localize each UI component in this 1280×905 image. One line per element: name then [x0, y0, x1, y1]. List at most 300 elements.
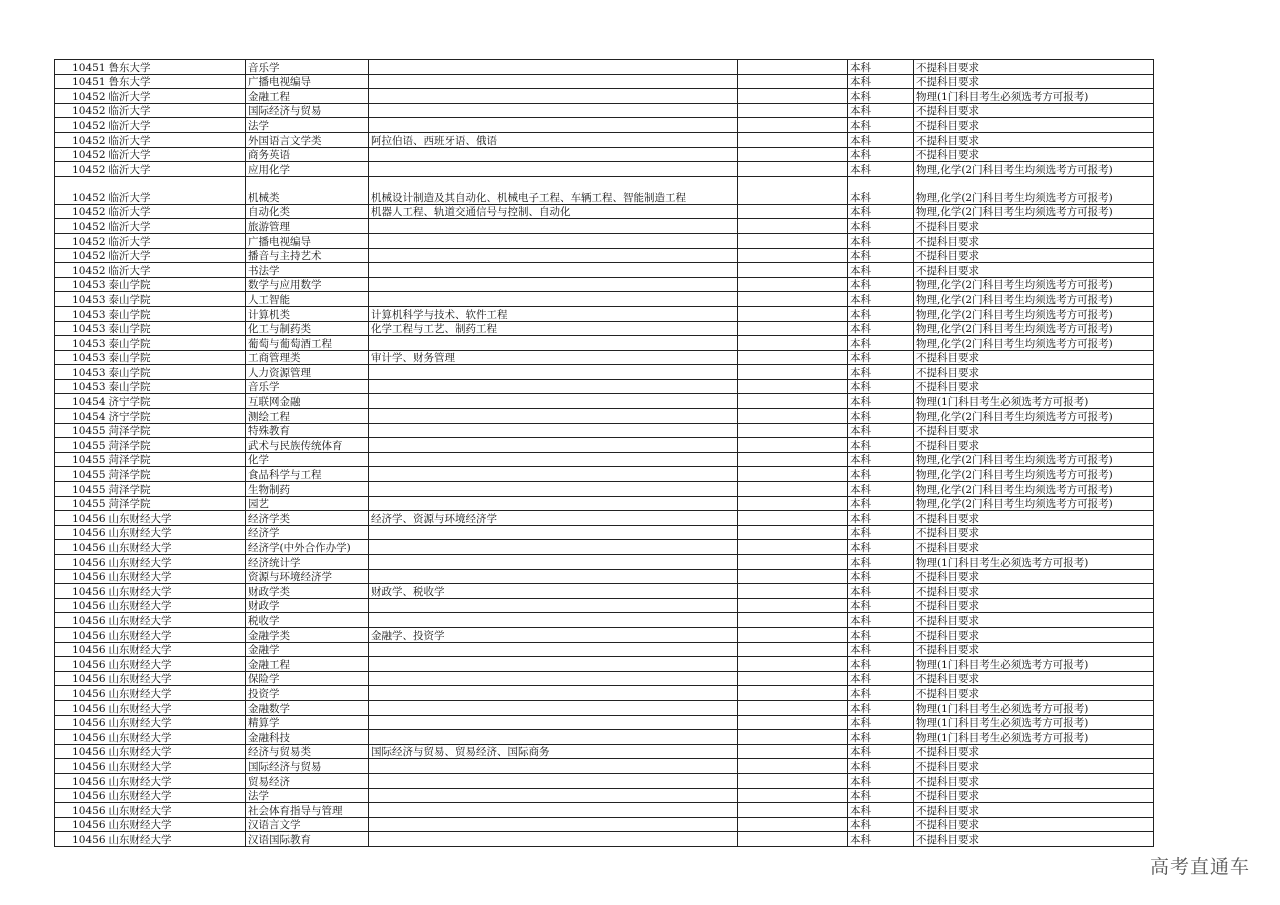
school-name-cell: 菏泽学院	[108, 496, 246, 511]
subject-requirement-cell: 不提科目要求	[914, 147, 1154, 162]
level-cell: 本科	[848, 773, 914, 788]
empty-cell	[738, 103, 848, 118]
table-row	[55, 657, 1154, 672]
included-majors-cell	[369, 773, 738, 788]
subject-requirement-cell: 不提科目要求	[914, 118, 1154, 133]
table-row	[55, 482, 1154, 497]
table-row	[55, 321, 1154, 336]
level-cell: 本科	[848, 598, 914, 613]
included-majors-cell	[369, 147, 738, 162]
included-majors-cell	[369, 103, 738, 118]
subject-requirement-cell: 不提科目要求	[914, 598, 1154, 613]
included-majors-cell	[369, 803, 738, 818]
watermark-text: 高考直通车	[1149, 856, 1250, 878]
level-cell: 本科	[848, 744, 914, 759]
school-name-cell: 泰山学院	[108, 365, 246, 380]
major-name-cell: 金融学类	[246, 627, 369, 642]
table-row	[55, 803, 1154, 818]
empty-cell	[738, 657, 848, 672]
included-majors-cell	[369, 613, 738, 628]
empty-cell	[738, 379, 848, 394]
major-name-cell: 特殊教育	[246, 423, 369, 438]
included-majors-cell: 审计学、财务管理	[369, 350, 738, 365]
table-row	[55, 60, 1154, 75]
school-code-cell: 10452	[55, 233, 108, 248]
school-name-cell: 山东财经大学	[108, 642, 246, 657]
empty-cell	[738, 89, 848, 104]
empty-cell	[738, 569, 848, 584]
school-code-cell: 10452	[55, 132, 108, 147]
empty-cell	[738, 409, 848, 424]
table-row	[55, 686, 1154, 701]
school-code-cell: 10452	[55, 263, 108, 278]
level-cell: 本科	[848, 482, 914, 497]
included-majors-cell	[369, 525, 738, 540]
major-name-cell: 法学	[246, 788, 369, 803]
level-cell: 本科	[848, 394, 914, 409]
empty-cell	[738, 452, 848, 467]
included-majors-cell	[369, 715, 738, 730]
subject-requirement-cell: 物理,化学(2门科目考生均须选考方可报考)	[914, 292, 1154, 307]
school-name-cell: 临沂大学	[108, 263, 246, 278]
school-code-cell: 10453	[55, 365, 108, 380]
table-row	[55, 788, 1154, 803]
table-row	[55, 700, 1154, 715]
major-name-cell: 园艺	[246, 496, 369, 511]
school-name-cell: 山东财经大学	[108, 730, 246, 745]
school-code-cell: 10456	[55, 613, 108, 628]
school-code-cell: 10455	[55, 438, 108, 453]
empty-cell	[738, 118, 848, 133]
level-cell: 本科	[848, 671, 914, 686]
major-name-cell: 应用化学	[246, 162, 369, 177]
subject-requirement-cell: 不提科目要求	[914, 744, 1154, 759]
school-code-cell: 10456	[55, 744, 108, 759]
table-row	[55, 467, 1154, 482]
major-name-cell: 播音与主持艺术	[246, 248, 369, 263]
included-majors-cell	[369, 60, 738, 75]
level-cell: 本科	[848, 379, 914, 394]
school-code-cell: 10452	[55, 147, 108, 162]
level-cell: 本科	[848, 176, 914, 204]
table-row	[55, 379, 1154, 394]
major-name-cell: 音乐学	[246, 60, 369, 75]
empty-cell	[738, 162, 848, 177]
table-row	[55, 438, 1154, 453]
included-majors-cell: 国际经济与贸易、贸易经济、国际商务	[369, 744, 738, 759]
subject-requirement-cell: 物理(1门科目考生必须选考方可报考)	[914, 700, 1154, 715]
school-code-cell: 10456	[55, 759, 108, 774]
school-code-cell: 10456	[55, 700, 108, 715]
table-row	[55, 715, 1154, 730]
school-name-cell: 临沂大学	[108, 204, 246, 219]
included-majors-cell	[369, 292, 738, 307]
major-name-cell: 财政学	[246, 598, 369, 613]
subject-requirement-cell: 物理(1门科目考生必须选考方可报考)	[914, 730, 1154, 745]
school-name-cell: 菏泽学院	[108, 423, 246, 438]
empty-cell	[738, 306, 848, 321]
subject-requirement-cell: 物理,化学(2门科目考生均须选考方可报考)	[914, 162, 1154, 177]
included-majors-cell	[369, 555, 738, 570]
school-code-cell: 10455	[55, 496, 108, 511]
included-majors-cell: 阿拉伯语、西班牙语、俄语	[369, 132, 738, 147]
major-name-cell: 人工智能	[246, 292, 369, 307]
included-majors-cell	[369, 817, 738, 832]
included-majors-cell	[369, 700, 738, 715]
school-code-cell: 10456	[55, 715, 108, 730]
empty-cell	[738, 555, 848, 570]
level-cell: 本科	[848, 409, 914, 424]
major-name-cell: 广播电视编导	[246, 233, 369, 248]
subject-requirements-table	[54, 59, 1154, 847]
empty-cell	[738, 832, 848, 847]
table-row	[55, 103, 1154, 118]
major-name-cell: 资源与环境经济学	[246, 569, 369, 584]
empty-cell	[738, 292, 848, 307]
subject-requirement-cell: 不提科目要求	[914, 525, 1154, 540]
level-cell: 本科	[848, 555, 914, 570]
school-name-cell: 泰山学院	[108, 292, 246, 307]
major-name-cell: 书法学	[246, 263, 369, 278]
school-code-cell: 10456	[55, 803, 108, 818]
subject-requirement-cell: 物理(1门科目考生必须选考方可报考)	[914, 89, 1154, 104]
school-code-cell: 10453	[55, 292, 108, 307]
table-row	[55, 365, 1154, 380]
table-row	[55, 496, 1154, 511]
major-name-cell: 互联网金融	[246, 394, 369, 409]
school-code-cell: 10456	[55, 817, 108, 832]
table-row	[55, 584, 1154, 599]
subject-requirement-cell: 不提科目要求	[914, 74, 1154, 89]
table-row	[55, 350, 1154, 365]
included-majors-cell	[369, 540, 738, 555]
empty-cell	[738, 248, 848, 263]
level-cell: 本科	[848, 306, 914, 321]
school-code-cell: 10456	[55, 671, 108, 686]
table-row	[55, 219, 1154, 234]
major-name-cell: 精算学	[246, 715, 369, 730]
level-cell: 本科	[848, 642, 914, 657]
subject-requirement-cell: 不提科目要求	[914, 438, 1154, 453]
table-row	[55, 176, 1154, 204]
school-code-cell: 10456	[55, 642, 108, 657]
included-majors-cell: 化学工程与工艺、制药工程	[369, 321, 738, 336]
table-row	[55, 613, 1154, 628]
school-name-cell: 山东财经大学	[108, 613, 246, 628]
empty-cell	[738, 365, 848, 380]
subject-requirement-cell: 物理,化学(2门科目考生均须选考方可报考)	[914, 409, 1154, 424]
level-cell: 本科	[848, 233, 914, 248]
major-name-cell: 汉语言文学	[246, 817, 369, 832]
school-name-cell: 山东财经大学	[108, 700, 246, 715]
subject-requirement-cell: 不提科目要求	[914, 132, 1154, 147]
included-majors-cell: 经济学、资源与环境经济学	[369, 511, 738, 526]
table-row	[55, 162, 1154, 177]
school-code-cell: 10456	[55, 598, 108, 613]
included-majors-cell: 机器人工程、轨道交通信号与控制、自动化	[369, 204, 738, 219]
major-name-cell: 税收学	[246, 613, 369, 628]
subject-requirement-cell: 不提科目要求	[914, 686, 1154, 701]
subject-requirement-cell: 物理(1门科目考生必须选考方可报考)	[914, 394, 1154, 409]
empty-cell	[738, 277, 848, 292]
major-name-cell: 经济学类	[246, 511, 369, 526]
table-row	[55, 671, 1154, 686]
table-row	[55, 409, 1154, 424]
table-row	[55, 277, 1154, 292]
empty-cell	[738, 74, 848, 89]
included-majors-cell	[369, 569, 738, 584]
included-majors-cell	[369, 438, 738, 453]
level-cell: 本科	[848, 74, 914, 89]
school-code-cell: 10455	[55, 467, 108, 482]
table-row	[55, 147, 1154, 162]
major-name-cell: 经济学	[246, 525, 369, 540]
subject-requirement-cell: 不提科目要求	[914, 817, 1154, 832]
empty-cell	[738, 715, 848, 730]
subject-requirement-cell: 物理,化学(2门科目考生均须选考方可报考)	[914, 321, 1154, 336]
included-majors-cell	[369, 657, 738, 672]
level-cell: 本科	[848, 511, 914, 526]
major-name-cell: 武术与民族传统体育	[246, 438, 369, 453]
school-name-cell: 临沂大学	[108, 147, 246, 162]
empty-cell	[738, 219, 848, 234]
included-majors-cell	[369, 598, 738, 613]
school-name-cell: 山东财经大学	[108, 525, 246, 540]
table-row	[55, 759, 1154, 774]
empty-cell	[738, 511, 848, 526]
major-name-cell: 财政学类	[246, 584, 369, 599]
level-cell: 本科	[848, 788, 914, 803]
school-name-cell: 鲁东大学	[108, 74, 246, 89]
subject-requirement-cell: 不提科目要求	[914, 759, 1154, 774]
table-row	[55, 89, 1154, 104]
included-majors-cell	[369, 730, 738, 745]
major-name-cell: 商务英语	[246, 147, 369, 162]
school-name-cell: 山东财经大学	[108, 715, 246, 730]
subject-requirement-cell: 不提科目要求	[914, 671, 1154, 686]
major-name-cell: 贸易经济	[246, 773, 369, 788]
school-code-cell: 10455	[55, 482, 108, 497]
school-code-cell: 10456	[55, 657, 108, 672]
subject-requirement-cell: 不提科目要求	[914, 540, 1154, 555]
level-cell: 本科	[848, 467, 914, 482]
empty-cell	[738, 788, 848, 803]
level-cell: 本科	[848, 118, 914, 133]
empty-cell	[738, 686, 848, 701]
empty-cell	[738, 336, 848, 351]
table-row	[55, 642, 1154, 657]
included-majors-cell	[369, 233, 738, 248]
major-name-cell: 外国语言文学类	[246, 132, 369, 147]
level-cell: 本科	[848, 292, 914, 307]
subject-requirement-cell: 不提科目要求	[914, 511, 1154, 526]
table-row	[55, 832, 1154, 847]
school-code-cell: 10453	[55, 379, 108, 394]
included-majors-cell	[369, 409, 738, 424]
level-cell: 本科	[848, 162, 914, 177]
subject-requirement-cell: 不提科目要求	[914, 569, 1154, 584]
school-name-cell: 临沂大学	[108, 162, 246, 177]
table-row	[55, 263, 1154, 278]
level-cell: 本科	[848, 817, 914, 832]
level-cell: 本科	[848, 89, 914, 104]
school-name-cell: 山东财经大学	[108, 788, 246, 803]
table-row	[55, 569, 1154, 584]
empty-cell	[738, 438, 848, 453]
empty-cell	[738, 598, 848, 613]
school-code-cell: 10454	[55, 394, 108, 409]
school-name-cell: 山东财经大学	[108, 511, 246, 526]
school-code-cell: 10455	[55, 423, 108, 438]
table-row	[55, 306, 1154, 321]
school-code-cell: 10452	[55, 103, 108, 118]
major-name-cell: 数学与应用数学	[246, 277, 369, 292]
school-code-cell: 10451	[55, 60, 108, 75]
subject-requirement-cell: 物理,化学(2门科目考生均须选考方可报考)	[914, 496, 1154, 511]
subject-requirement-cell: 不提科目要求	[914, 423, 1154, 438]
major-name-cell: 机械类	[246, 176, 369, 204]
subject-requirement-cell: 不提科目要求	[914, 60, 1154, 75]
school-name-cell: 临沂大学	[108, 219, 246, 234]
school-name-cell: 山东财经大学	[108, 832, 246, 847]
major-name-cell: 金融数学	[246, 700, 369, 715]
level-cell: 本科	[848, 452, 914, 467]
school-code-cell: 10456	[55, 555, 108, 570]
major-name-cell: 社会体育指导与管理	[246, 803, 369, 818]
subject-requirement-cell: 不提科目要求	[914, 248, 1154, 263]
table-row	[55, 336, 1154, 351]
table-row	[55, 598, 1154, 613]
school-code-cell: 10456	[55, 511, 108, 526]
school-name-cell: 山东财经大学	[108, 773, 246, 788]
major-name-cell: 投资学	[246, 686, 369, 701]
empty-cell	[738, 233, 848, 248]
school-name-cell: 山东财经大学	[108, 569, 246, 584]
school-name-cell: 泰山学院	[108, 277, 246, 292]
school-code-cell: 10456	[55, 627, 108, 642]
school-name-cell: 山东财经大学	[108, 759, 246, 774]
subject-requirement-cell: 物理,化学(2门科目考生均须选考方可报考)	[914, 467, 1154, 482]
major-name-cell: 生物制药	[246, 482, 369, 497]
level-cell: 本科	[848, 730, 914, 745]
school-code-cell: 10456	[55, 773, 108, 788]
level-cell: 本科	[848, 715, 914, 730]
school-code-cell: 10453	[55, 277, 108, 292]
major-name-cell: 金融工程	[246, 657, 369, 672]
school-name-cell: 山东财经大学	[108, 627, 246, 642]
level-cell: 本科	[848, 496, 914, 511]
empty-cell	[738, 584, 848, 599]
school-name-cell: 山东财经大学	[108, 817, 246, 832]
school-code-cell: 10452	[55, 176, 108, 204]
included-majors-cell	[369, 759, 738, 774]
table-row	[55, 773, 1154, 788]
level-cell: 本科	[848, 657, 914, 672]
included-majors-cell	[369, 452, 738, 467]
subject-requirement-cell: 物理,化学(2门科目考生均须选考方可报考)	[914, 176, 1154, 204]
level-cell: 本科	[848, 350, 914, 365]
level-cell: 本科	[848, 423, 914, 438]
school-code-cell: 10456	[55, 730, 108, 745]
included-majors-cell: 机械设计制造及其自动化、机械电子工程、车辆工程、智能制造工程	[369, 176, 738, 204]
major-name-cell: 金融学	[246, 642, 369, 657]
school-name-cell: 临沂大学	[108, 248, 246, 263]
subject-requirement-cell: 物理,化学(2门科目考生均须选考方可报考)	[914, 277, 1154, 292]
major-name-cell: 保险学	[246, 671, 369, 686]
included-majors-cell: 财政学、税收学	[369, 584, 738, 599]
school-code-cell: 10456	[55, 525, 108, 540]
table-row	[55, 394, 1154, 409]
school-code-cell: 10456	[55, 584, 108, 599]
level-cell: 本科	[848, 686, 914, 701]
major-name-cell: 金融科技	[246, 730, 369, 745]
subject-requirement-cell: 不提科目要求	[914, 627, 1154, 642]
school-name-cell: 菏泽学院	[108, 482, 246, 497]
school-code-cell: 10455	[55, 452, 108, 467]
subject-requirement-cell: 物理,化学(2门科目考生均须选考方可报考)	[914, 204, 1154, 219]
empty-cell	[738, 540, 848, 555]
empty-cell	[738, 482, 848, 497]
table-row	[55, 540, 1154, 555]
table-row	[55, 74, 1154, 89]
school-name-cell: 山东财经大学	[108, 540, 246, 555]
school-code-cell: 10452	[55, 248, 108, 263]
school-name-cell: 泰山学院	[108, 306, 246, 321]
school-name-cell: 临沂大学	[108, 176, 246, 204]
empty-cell	[738, 744, 848, 759]
level-cell: 本科	[848, 803, 914, 818]
empty-cell	[738, 773, 848, 788]
empty-cell	[738, 350, 848, 365]
level-cell: 本科	[848, 263, 914, 278]
level-cell: 本科	[848, 540, 914, 555]
level-cell: 本科	[848, 613, 914, 628]
included-majors-cell	[369, 277, 738, 292]
empty-cell	[738, 642, 848, 657]
school-code-cell: 10456	[55, 569, 108, 584]
school-name-cell: 菏泽学院	[108, 452, 246, 467]
level-cell: 本科	[848, 832, 914, 847]
included-majors-cell	[369, 263, 738, 278]
included-majors-cell	[369, 162, 738, 177]
empty-cell	[738, 394, 848, 409]
level-cell: 本科	[848, 103, 914, 118]
school-name-cell: 山东财经大学	[108, 657, 246, 672]
subject-requirement-cell: 物理(1门科目考生必须选考方可报考)	[914, 657, 1154, 672]
level-cell: 本科	[848, 627, 914, 642]
subject-requirement-cell: 不提科目要求	[914, 773, 1154, 788]
level-cell: 本科	[848, 438, 914, 453]
school-code-cell: 10452	[55, 89, 108, 104]
included-majors-cell	[369, 118, 738, 133]
major-name-cell: 食品科学与工程	[246, 467, 369, 482]
table-row	[55, 452, 1154, 467]
school-name-cell: 泰山学院	[108, 336, 246, 351]
level-cell: 本科	[848, 525, 914, 540]
school-code-cell: 10456	[55, 540, 108, 555]
table-row	[55, 204, 1154, 219]
level-cell: 本科	[848, 700, 914, 715]
school-name-cell: 临沂大学	[108, 132, 246, 147]
school-name-cell: 菏泽学院	[108, 438, 246, 453]
major-name-cell: 汉语国际教育	[246, 832, 369, 847]
included-majors-cell	[369, 686, 738, 701]
school-code-cell: 10452	[55, 118, 108, 133]
subject-requirement-cell: 不提科目要求	[914, 642, 1154, 657]
school-name-cell: 鲁东大学	[108, 60, 246, 75]
level-cell: 本科	[848, 219, 914, 234]
empty-cell	[738, 263, 848, 278]
